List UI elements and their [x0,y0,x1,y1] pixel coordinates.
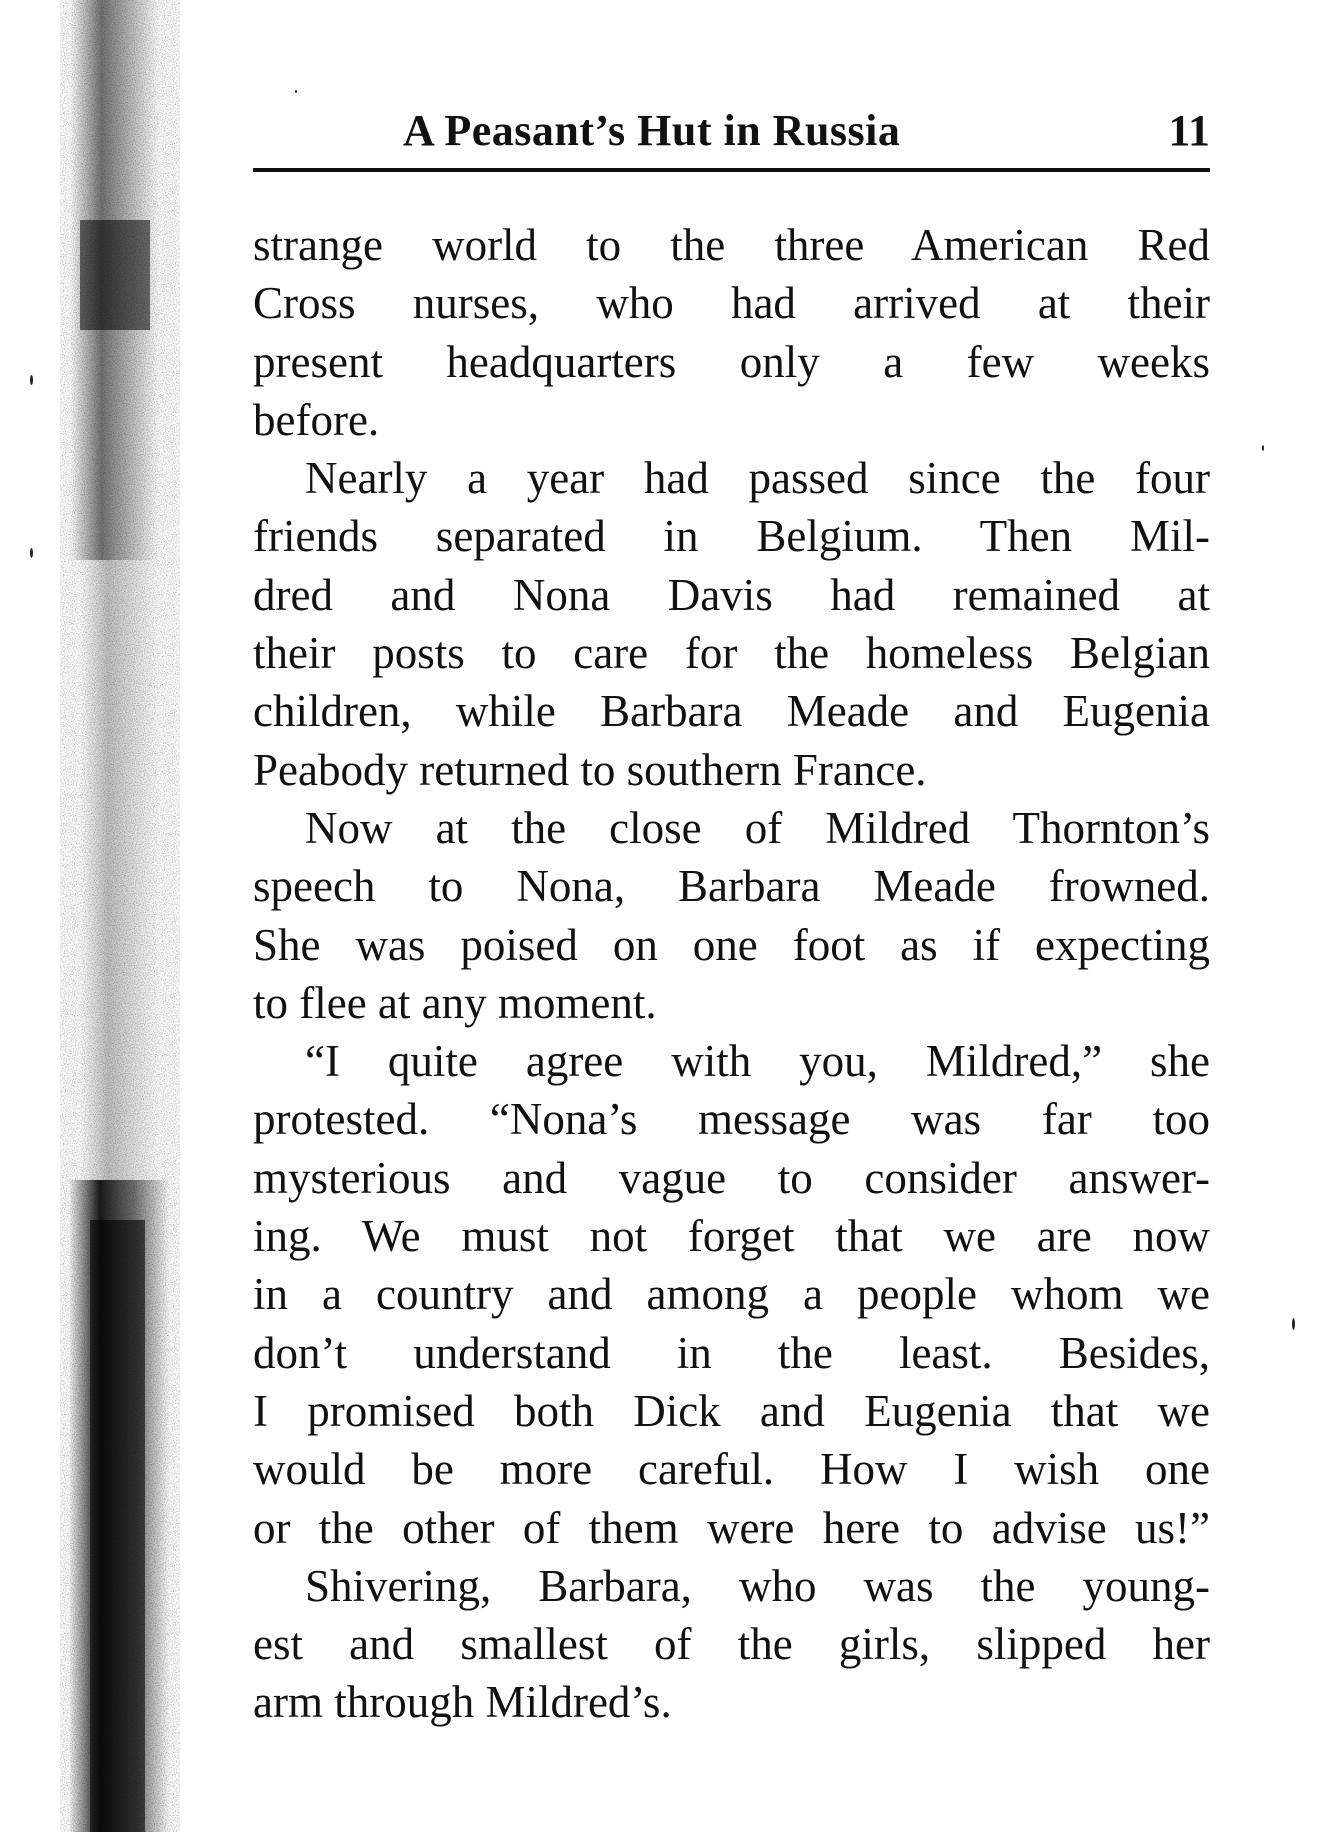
running-title: A Peasant’s Hut in Russia [403,106,901,155]
text-line: dred and Nona Davis had remained at [253,569,1210,620]
text-line: arm through Mildred’s. [253,1677,672,1728]
scanned-binding-shadow [60,0,180,1832]
body-text [253,216,1210,1732]
text-line: strange world to the three American Red [253,220,1210,270]
text-line: speech to Nona, Barbara Meade frowned. [253,861,1210,912]
running-head [253,105,1210,165]
text-line: would be more careful. How I wish one [253,1444,1210,1495]
text-line: before. [253,394,380,445]
text-line: Shivering, Barbara, who was the young- [305,1560,1210,1611]
text-line: children, while Barbara Meade and Eugenia [253,686,1210,737]
text-line: don’t understand in the least. Besides, [253,1327,1210,1378]
header-rule [253,168,1210,172]
text-line: est and smallest of the girls, slipped her [253,1619,1210,1670]
text-line: their posts to care for the homeless Belgian [253,628,1210,679]
text-line: Peabody returned to southern France. [253,744,927,795]
text-line: protested. “Nona’s message was far too [253,1094,1210,1145]
page-number: 11 [1168,106,1210,155]
text-line: present headquarters only a few weeks [253,336,1210,387]
text-line: in a country and among a people whom we [253,1269,1210,1320]
text-line: mysterious and vague to consider answer- [253,1152,1210,1203]
text-line: “I quite agree with you, Mildred,” she [305,1036,1210,1087]
text-line: I promised both Dick and Eugenia that we [253,1385,1210,1436]
text-line: Nearly a year had passed since the four [305,453,1210,504]
text-line: Cross nurses, who had arrived at their [253,278,1210,329]
text-line: to flee at any moment. [253,977,657,1028]
text-line: friends separated in Belgium. Then Mil- [253,511,1210,562]
text-line: ing. We must not forget that we are now [253,1211,1210,1262]
text-line: or the other of them were here to advise us!” [253,1502,1210,1553]
text-line: She was poised on one foot as if expecting [253,919,1210,970]
text-line: Now at the close of Mildred Thornton’s [305,802,1210,853]
